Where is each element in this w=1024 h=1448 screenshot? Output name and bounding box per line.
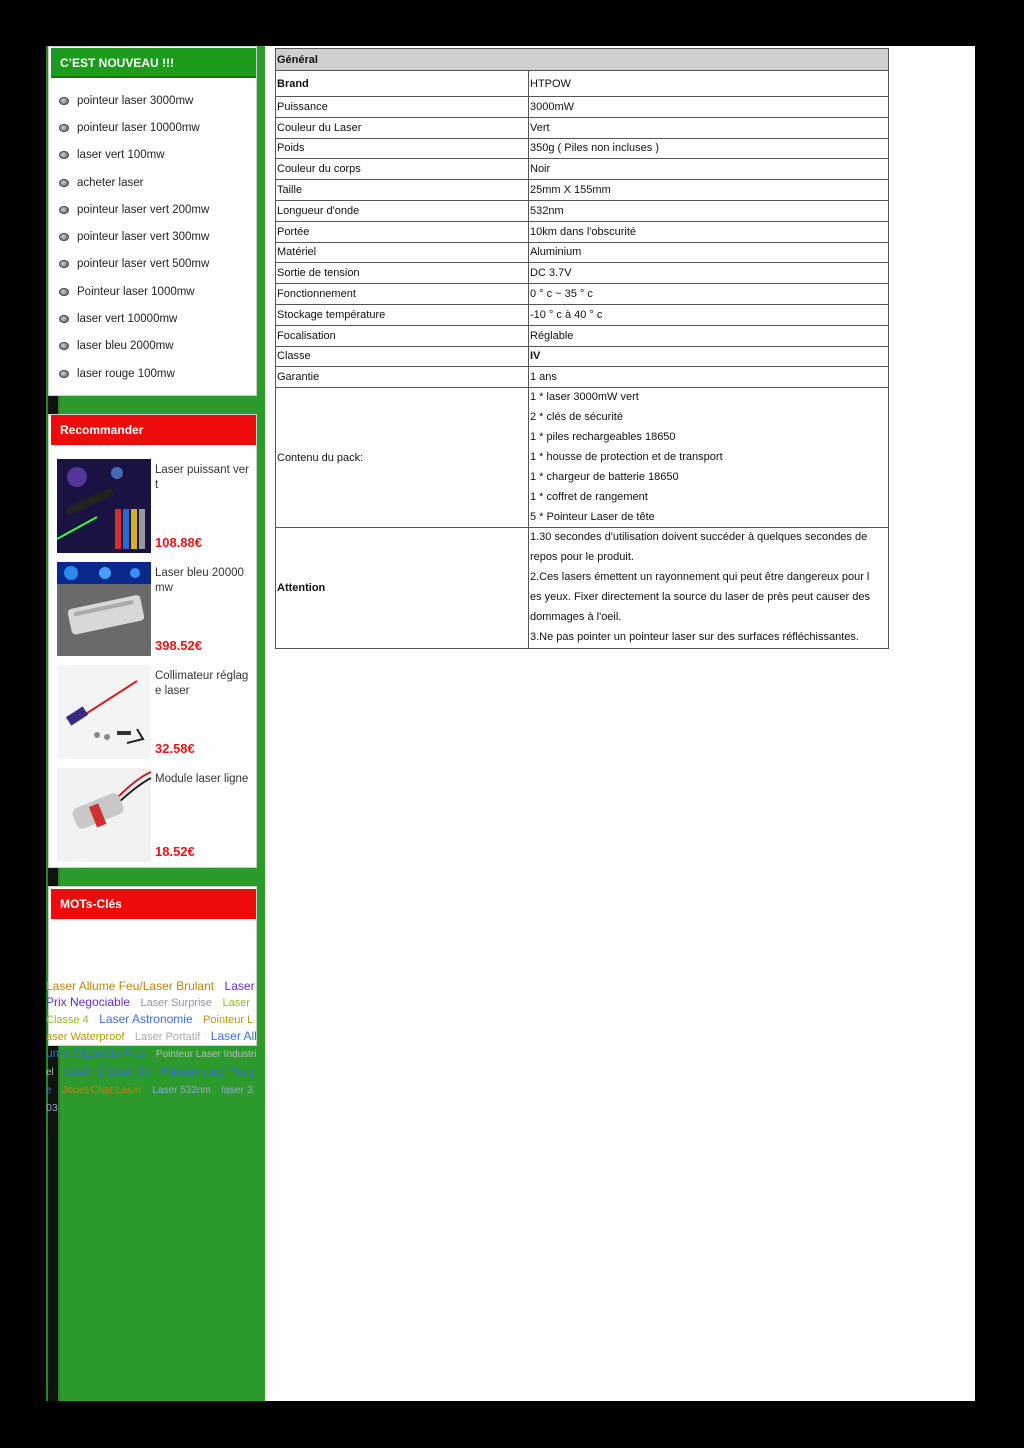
spec-label: Classe [276,346,529,367]
pack-item: 1 * coffret de rangement [530,490,648,503]
new-product-link[interactable] [59,196,209,223]
bullet-icon [59,206,69,214]
product-price: 398.52€ [155,638,202,653]
spec-value: HTPOW [529,71,889,97]
spec-label: Taille [276,180,529,201]
spec-label: Matériel [276,242,529,263]
keyword-tag-link[interactable]: Laser Surprise [140,997,213,1009]
product-image[interactable] [57,459,151,553]
spec-value: 10km dans l'obscurité [529,221,889,242]
spec-row-attention [276,528,889,648]
spec-value: 532nm [529,200,889,221]
spec-label: Couleur du Laser [276,117,529,138]
new-products-title: C’EST NOUVEAU !!! [51,48,256,78]
attention-line: dommages à l'oeil. [530,610,622,623]
spec-row [276,304,889,325]
recommend-box [48,414,257,868]
spec-label: Poids [276,138,529,159]
bullet-icon [59,97,69,105]
spec-row [276,200,889,221]
bullet-icon [59,288,69,296]
pack-item: 5 * Pointeur Laser de tête [530,510,655,523]
new-product-link[interactable] [59,278,209,305]
bullet-icon [59,342,69,350]
spec-content [275,48,889,649]
spec-value: 350g ( Piles non incluses ) [529,138,889,159]
keyword-tag-link[interactable]: Laser Allume Cigarette Feu [46,1029,257,1060]
recommended-product[interactable] [57,768,257,868]
new-product-link[interactable] [59,114,209,141]
spec-row [276,138,889,159]
new-product-label: laser rouge 100mw [77,367,175,380]
page [46,46,975,1401]
new-product-label: laser vert 10000mw [77,313,178,326]
recommended-product[interactable] [57,562,257,662]
product-name-link[interactable]: Module laser ligne [155,773,249,785]
new-product-link[interactable] [59,251,209,278]
spec-label: Portée [276,221,529,242]
spec-label: Stockage température [276,304,529,325]
pack-item: 2 * clés de sécurité [530,411,623,424]
attention-line: 2.Ces lasers émettent un rayonnement qui peut être dangereux pour l [530,571,870,584]
spec-row [276,117,889,138]
bullet-icon [59,233,69,241]
attention-line: 1.30 secondes d'utilisation doivent succéder à quelques secondes de [530,531,868,544]
keyword-tag-link[interactable]: laser 303 [46,1084,253,1114]
keyword-tag-link[interactable]: Laser Prix Negociable [46,979,255,1009]
new-product-link[interactable] [59,87,209,114]
new-product-link[interactable] [59,333,209,360]
spec-row [276,367,889,388]
pack-item: 1 * laser 3000mW vert [530,391,639,404]
new-product-label: pointeur laser 3000mw [77,94,194,107]
product-name-link[interactable]: Laser bleu 20000mw [155,567,244,594]
keyword-tag-link[interactable]: Jouet Chat Laser [62,1084,142,1096]
keyword-tag-link[interactable]: Puissant Laser Rouge [46,1067,255,1096]
new-product-label: acheter laser [77,176,144,189]
new-product-label: laser bleu 2000mw [77,340,174,353]
spec-header-row [276,49,889,71]
spec-value: 25mm X 155mm [529,180,889,201]
spec-table [275,48,889,649]
new-products-list [59,87,209,387]
pack-item: 1 * piles rechargeables 18650 [530,430,676,443]
spec-value: Noir [529,159,889,180]
spec-row [276,325,889,346]
pack-label: Contenu du pack: [276,388,529,528]
keyword-tag-link[interactable]: Laser Portatif [134,1031,201,1043]
bullet-icon [59,315,69,323]
product-price: 18.52€ [155,844,195,859]
product-name-link[interactable]: Laser puissant vert [155,464,249,491]
new-product-link[interactable] [59,169,209,196]
spec-value: Réglable [529,325,889,346]
keywords-title: MOTs-Clés [51,889,256,919]
recommended-product[interactable] [57,665,257,765]
spec-value: Vert [529,117,889,138]
spec-row [276,242,889,263]
spec-value: Aluminium [529,242,889,263]
spec-row [276,284,889,305]
keyword-tag-link[interactable]: Laser Classe 4 [46,997,251,1026]
spec-label: Sortie de tension [276,263,529,284]
new-product-link[interactable] [59,305,209,332]
spec-row [276,180,889,201]
new-product-link[interactable] [59,360,209,387]
spec-value: DC 3.7V [529,263,889,284]
pack-item: 1 * housse de protection et de transport [530,450,723,463]
recommend-title: Recommander [51,415,256,445]
spec-value: -10 ° c à 40 ° c [529,304,889,325]
new-product-label: Pointeur laser 1000mw [77,285,195,298]
spec-row [276,346,889,367]
product-name-link[interactable]: Collimateur réglage laser [155,670,249,697]
bullet-icon [59,179,69,187]
new-product-label: pointeur laser vert 200mw [77,203,210,216]
spec-row [276,97,889,118]
spec-label: Longueur d'onde [276,200,529,221]
attention-line: 3.Ne pas pointer un pointeur laser sur des surfaces réfléchissantes. [530,630,859,643]
attention-text [529,528,889,648]
new-product-label: pointeur laser vert 300mw [77,231,210,244]
spec-value: IV [529,346,889,367]
pack-contents [529,388,889,528]
keyword-tag-link[interactable]: Laser Astronomie [99,1012,193,1026]
new-products-box [48,46,257,396]
keywords-cloud [46,978,257,1114]
spec-value: 0 ° c ~ 35 ° c [529,284,889,305]
keyword-tag-link[interactable]: Laser 532nm [152,1085,211,1096]
spec-label: Focalisation [276,325,529,346]
spec-label: Garantie [276,367,529,388]
spec-row [276,71,889,97]
attention-line: es yeux. Fixer directement la source du laser de près peut causer des [530,591,870,604]
spec-row-pack [276,388,889,528]
spec-label: Fonctionnement [276,284,529,305]
spec-value: 3000mW [529,97,889,118]
spec-row [276,159,889,180]
keyword-tag-link[interactable]: Pointeur Laser Industriel [46,1049,257,1078]
product-image[interactable] [57,665,151,759]
bullet-icon [59,370,69,378]
keyword-tag-link[interactable]: Laser Classe 3b [64,1064,151,1078]
sidebar [46,46,265,1401]
product-image[interactable] [57,562,151,656]
product-price: 108.88€ [155,535,202,550]
recommended-product[interactable] [57,459,257,559]
new-product-label: laser vert 100mw [77,149,165,162]
keyword-tag-link[interactable]: Pointeur Laser Waterproof [46,1014,254,1043]
new-product-link[interactable] [59,142,209,169]
bullet-icon [59,260,69,268]
keyword-tag-link[interactable]: Laser Allume Feu/Laser Brulant [46,979,215,993]
new-product-link[interactable] [59,223,209,250]
new-product-label: pointeur laser 10000mw [77,121,200,134]
product-price: 32.58€ [155,741,195,756]
new-product-label: pointeur laser vert 500mw [77,258,210,271]
spec-label: Puissance [276,97,529,118]
attention-label: Attention [276,528,529,648]
spec-row [276,263,889,284]
spec-label: Couleur du corps [276,159,529,180]
spec-header: Général [276,49,889,71]
attention-line: repos pour le produit. [530,551,634,564]
spec-value: 1 ans [529,367,889,388]
product-image[interactable] [57,768,151,862]
bullet-icon [59,151,69,159]
bullet-icon [59,124,69,132]
pack-item: 1 * chargeur de batterie 18650 [530,470,679,483]
spec-label: Brand [276,71,529,97]
spec-row [276,221,889,242]
